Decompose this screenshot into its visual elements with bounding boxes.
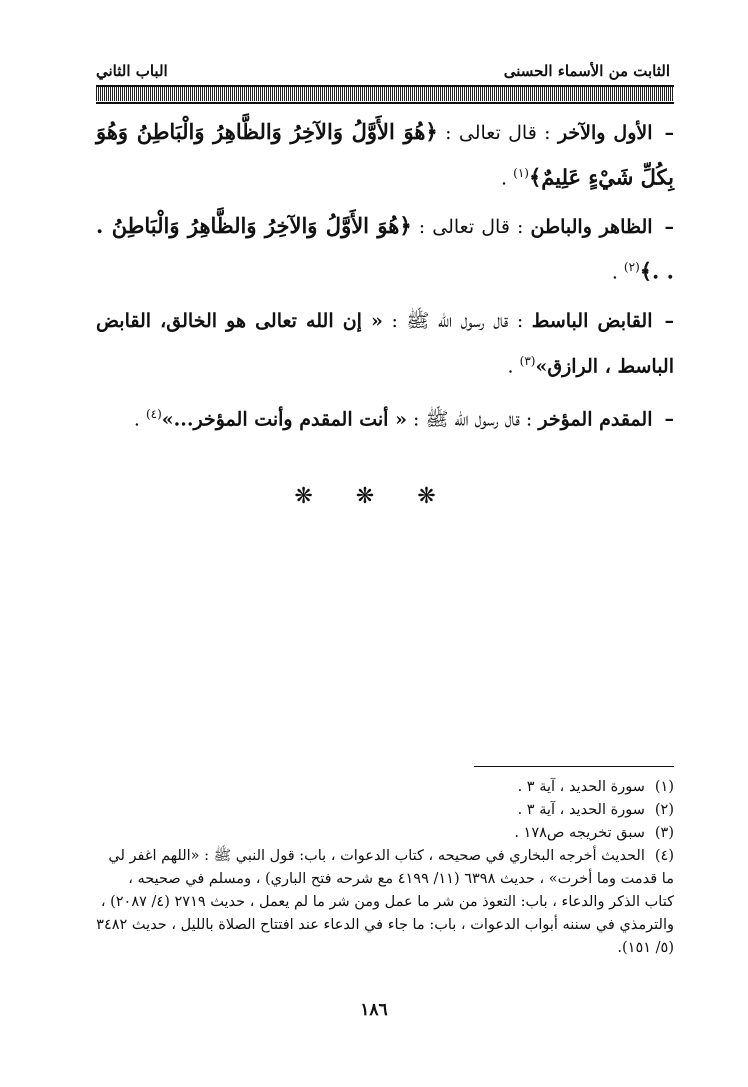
quran-quote: ﴿هُوَ الأَوَّلُ وَالآخِرُ وَالظَّاهِرُ وَالْبَاطِنُ وَهُوَ بِكُلِّ شَيْءٍ عَلِيمٌ﴾: [96, 119, 674, 190]
section-separator-stars: ❋ ❋ ❋: [294, 484, 454, 509]
hadith-quote: « أنت المقدم وأنت المؤخر...»: [161, 408, 407, 431]
footnote-ref: (١): [513, 166, 529, 180]
footnote-number: (١): [654, 779, 674, 795]
name-heading: المقدم المؤخر: [538, 408, 653, 431]
bullet-dash: –: [664, 122, 674, 144]
name-heading: الظاهر والباطن: [530, 216, 653, 239]
hadith-quote: « إن الله تعالى هو الخالق، القابض الباسط ، الرازق»: [96, 309, 674, 377]
footnote-ref: (٣): [519, 353, 536, 368]
paragraph-muqaddim-muakhkhir: [96, 394, 674, 439]
footnote-text: الحديث أخرجه البخاري في صحيحه ، كتاب الدعوات ، باب: قول النبي ﷺ : «اللهم اغفر لي ما قدمت وما أخرت» ، حديث ٦٣٩٨ (١١/ ٤١٩٩ مع شرحه فتح الباري) ، ومسلم في صحيحه ، كتاب الذكر والدعاء ، باب: التعوذ من شر ما عمل ومن شر ما لم يعمل ، حديث ٢٧١٩ (٤/ ٢٠٨٧) ، والترمذي في سننه أبواب الدعوات ، باب: ما جاء في الدعاء عند افتتاح الصلاة بالليل ، حديث ٣٤٨٢ (٥/ ١٥١).: [96, 848, 674, 956]
name-heading: القابض الباسط: [531, 309, 653, 332]
intro-text: : قال رسول الله ﷺ :: [382, 309, 532, 332]
footnote-item: [96, 776, 674, 799]
paragraph-zahir-batin: [96, 206, 674, 292]
intro-text: : قال تعالى :: [411, 216, 531, 239]
footnote-ref: (٤): [145, 406, 162, 421]
header-chapter-title: الباب الثاني: [96, 62, 168, 80]
footnote-rule: [474, 766, 674, 767]
page-number: ١٨٦: [360, 1000, 388, 1020]
main-text: [96, 112, 674, 447]
bullet-dash: –: [664, 309, 674, 332]
end-punct: .: [611, 261, 624, 284]
footnote-ref: (٢): [623, 260, 640, 275]
quran-quote: ﴿هُوَ الأَوَّلُ وَالآخِرُ وَالظَّاهِرُ وَالْبَاطِنُ . . .﴾: [96, 213, 674, 284]
footnote-text: سورة الحديد ، آية ٣ .: [517, 802, 645, 818]
end-punct: .: [133, 408, 146, 431]
end-punct: .: [507, 354, 520, 377]
footnote-text: سبق تخريجه ص١٧٨ .: [514, 825, 645, 841]
footnote-item: [96, 845, 674, 960]
footnote-number: (٢): [654, 802, 674, 818]
footnote-item: [96, 822, 674, 845]
intro-text: : قال تعالى :: [437, 122, 558, 144]
header-rule-band: [96, 87, 674, 101]
footnote-item: [96, 799, 674, 822]
end-punct: .: [501, 167, 514, 190]
paragraph-qabid-basit: [96, 301, 674, 386]
name-heading: الأول والآخر: [557, 122, 653, 144]
running-header: [96, 60, 670, 84]
footnote-number: (٤): [654, 848, 674, 864]
footnote-text: سورة الحديد ، آية ٣ .: [517, 779, 645, 795]
bullet-dash: –: [664, 408, 674, 431]
intro-text: : قال رسول الله ﷺ :: [406, 408, 539, 431]
bullet-dash: –: [664, 216, 675, 239]
footnote-number: (٣): [654, 825, 674, 841]
header-section-title: الثابت من الأسماء الحسنى: [503, 62, 670, 80]
footnotes: [96, 776, 674, 960]
header-rule-bottom: [96, 102, 674, 104]
paragraph-awwal-akhir: [96, 112, 674, 198]
